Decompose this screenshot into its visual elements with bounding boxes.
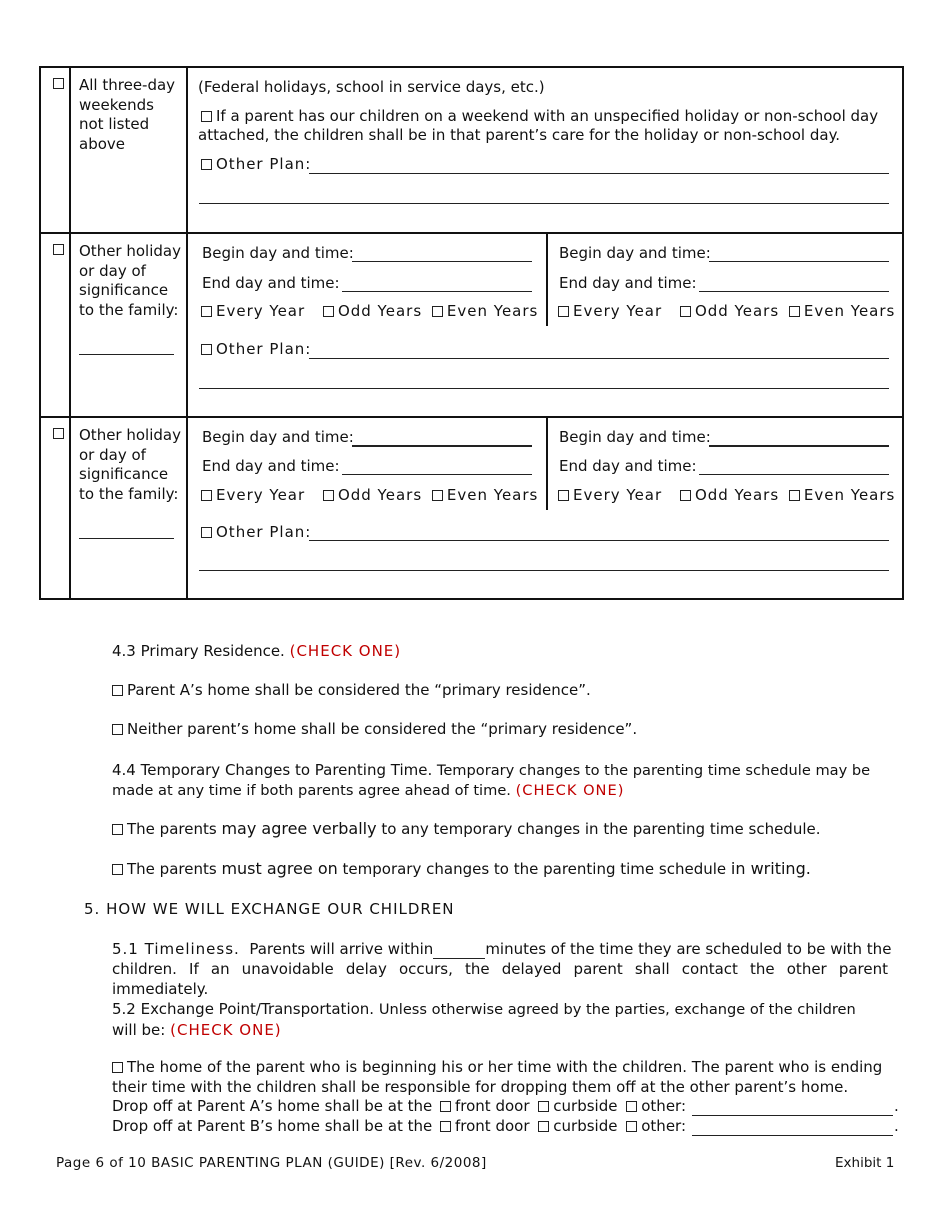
other-plan-field[interactable] bbox=[309, 158, 889, 174]
row-label: Other holiday or day of significance to the family: bbox=[71, 234, 188, 418]
column-divider bbox=[546, 234, 548, 326]
section-5-heading: 5. HOW WE WILL EXCHANGE OUR CHILDREN bbox=[84, 900, 455, 918]
curbside-checkbox[interactable] bbox=[538, 1121, 549, 1132]
year-options: Every Year Odd Years Even Years bbox=[201, 302, 538, 320]
column-divider bbox=[546, 418, 548, 510]
year-options: Every Year Odd Years Even Years bbox=[558, 302, 895, 320]
option-checkbox[interactable] bbox=[112, 685, 123, 696]
dropoff-a-other-field[interactable] bbox=[692, 1100, 893, 1116]
row-label: Other holiday or day of significance to the family: bbox=[71, 418, 188, 600]
begin-field[interactable] bbox=[709, 246, 889, 262]
odd-years-checkbox[interactable] bbox=[323, 306, 334, 317]
row-label: All three-day weekends not listed above bbox=[71, 68, 188, 232]
dropoff-parent-b: Drop off at Parent B’s home shall be at the bbox=[112, 1117, 433, 1135]
other-plan: Other Plan: bbox=[201, 523, 311, 541]
end-field[interactable] bbox=[342, 459, 532, 475]
other-checkbox[interactable] bbox=[626, 1101, 637, 1112]
begin-label: Begin day and time: bbox=[559, 244, 711, 262]
section-4-3-heading: 4.3 Primary Residence. (CHECK ONE) bbox=[112, 642, 402, 660]
section-5-2: 5.2 Exchange Point/Transportation. Unless otherwise agreed by the parties, exchange of the children will be: (CHECK ONE) bbox=[112, 1000, 856, 1039]
other-plan-field[interactable] bbox=[309, 343, 889, 359]
odd-years-checkbox[interactable] bbox=[680, 490, 691, 501]
other-plan-checkbox[interactable] bbox=[201, 159, 212, 170]
every-year-checkbox[interactable] bbox=[558, 490, 569, 501]
every-year-checkbox[interactable] bbox=[201, 306, 212, 317]
odd-years-checkbox[interactable] bbox=[323, 490, 334, 501]
odd-years-checkbox[interactable] bbox=[680, 306, 691, 317]
row-select-checkbox[interactable] bbox=[53, 428, 64, 439]
table-row-three-day-weekends bbox=[41, 68, 902, 232]
option-checkbox[interactable] bbox=[112, 824, 123, 835]
option-checkbox[interactable] bbox=[112, 724, 123, 735]
minutes-field[interactable] bbox=[433, 943, 485, 959]
period: . bbox=[894, 1097, 899, 1115]
begin-label: Begin day and time: bbox=[559, 428, 711, 446]
year-options: Every Year Odd Years Even Years bbox=[558, 486, 895, 504]
every-year-checkbox[interactable] bbox=[201, 490, 212, 501]
even-years-checkbox[interactable] bbox=[432, 490, 443, 501]
footer-exhibit: Exhibit 1 bbox=[835, 1155, 895, 1171]
other-plan-field[interactable] bbox=[309, 525, 889, 541]
section-4-4: 4.4 Temporary Changes to Parenting Time. Temporary changes to the parenting time schedule may be made at any time if both parents agree ahead of time. (CHECK ONE) bbox=[112, 761, 871, 799]
dropoff-parent-b-options: front door curbside other: bbox=[440, 1117, 686, 1135]
footer-page-info: Page 6 of 10 BASIC PARENTING PLAN (GUIDE) [Rev. 6/2008] bbox=[56, 1155, 487, 1171]
row-select-checkbox[interactable] bbox=[53, 78, 64, 89]
begin-label: Begin day and time: bbox=[202, 428, 354, 446]
dropoff-parent-a-options: front door curbside other: bbox=[440, 1097, 686, 1115]
temporary-changes-writing-option: The parents must agree on temporary changes to the parenting time schedule in writing. bbox=[112, 859, 888, 879]
dropoff-parent-a: Drop off at Parent A’s home shall be at the bbox=[112, 1097, 433, 1115]
every-year-checkbox[interactable] bbox=[558, 306, 569, 317]
front-door-checkbox[interactable] bbox=[440, 1101, 451, 1112]
front-door-checkbox[interactable] bbox=[440, 1121, 451, 1132]
begin-field[interactable] bbox=[352, 246, 532, 262]
curbside-checkbox[interactable] bbox=[538, 1101, 549, 1112]
begin-field[interactable] bbox=[352, 430, 532, 447]
end-field[interactable] bbox=[699, 276, 889, 292]
holiday-name-field[interactable] bbox=[79, 354, 174, 355]
year-options: Every Year Odd Years Even Years bbox=[201, 486, 538, 504]
holiday-name-field[interactable] bbox=[79, 538, 174, 539]
section-5-1: 5.1 Timeliness. Parents will arrive within minutes of the time they are scheduled to be with the children. If an unavoidable delay occurs, the delayed parent shall contact the other parent immediately. bbox=[112, 940, 892, 998]
even-years-checkbox[interactable] bbox=[789, 306, 800, 317]
table-row-other-holiday bbox=[41, 232, 902, 418]
end-label: End day and time: bbox=[202, 274, 340, 292]
table-row-other-holiday bbox=[41, 416, 902, 600]
option-checkbox[interactable] bbox=[201, 111, 212, 122]
other-plan-checkbox[interactable] bbox=[201, 527, 212, 538]
begin-label: Begin day and time: bbox=[202, 244, 354, 262]
temporary-changes-verbal-option: The parents may agree verbally to any temporary changes in the parenting time schedule. bbox=[112, 819, 888, 839]
holiday-schedule-table bbox=[39, 66, 904, 600]
row-note: (Federal holidays, school in service days, etc.) bbox=[198, 78, 545, 96]
exchange-option-home: The home of the parent who is beginning his or her time with the children. The parent who is ending their time with the children shall be responsible for dropping them off at the other parent’s home. bbox=[112, 1058, 883, 1096]
row-select-checkbox[interactable] bbox=[53, 244, 64, 255]
end-field[interactable] bbox=[342, 276, 532, 292]
even-years-checkbox[interactable] bbox=[789, 490, 800, 501]
end-label: End day and time: bbox=[202, 457, 340, 475]
even-years-checkbox[interactable] bbox=[432, 306, 443, 317]
period: . bbox=[894, 1117, 899, 1135]
primary-residence-option-a: Parent A’s home shall be considered the “primary residence”. bbox=[112, 680, 888, 700]
other-plan: Other Plan: bbox=[201, 340, 311, 358]
other-plan-checkbox[interactable] bbox=[201, 344, 212, 355]
unspecified-holiday-option: If a parent has our children on a weekend with an unspecified holiday or non-school day attached, the children shall be in that parent’s care for the holiday or non-school day. bbox=[198, 107, 879, 144]
end-label: End day and time: bbox=[559, 457, 697, 475]
begin-field[interactable] bbox=[709, 430, 889, 447]
other-plan-field-2[interactable] bbox=[199, 188, 889, 204]
other-plan-field-2[interactable] bbox=[199, 555, 889, 571]
primary-residence-option-neither: Neither parent’s home shall be considered the “primary residence”. bbox=[112, 719, 888, 739]
other-plan: Other Plan: bbox=[201, 155, 311, 173]
option-checkbox[interactable] bbox=[112, 1062, 123, 1073]
dropoff-b-other-field[interactable] bbox=[692, 1120, 893, 1136]
other-checkbox[interactable] bbox=[626, 1121, 637, 1132]
end-label: End day and time: bbox=[559, 274, 697, 292]
other-plan-field-2[interactable] bbox=[199, 373, 889, 389]
end-field[interactable] bbox=[699, 459, 889, 475]
option-checkbox[interactable] bbox=[112, 864, 123, 875]
